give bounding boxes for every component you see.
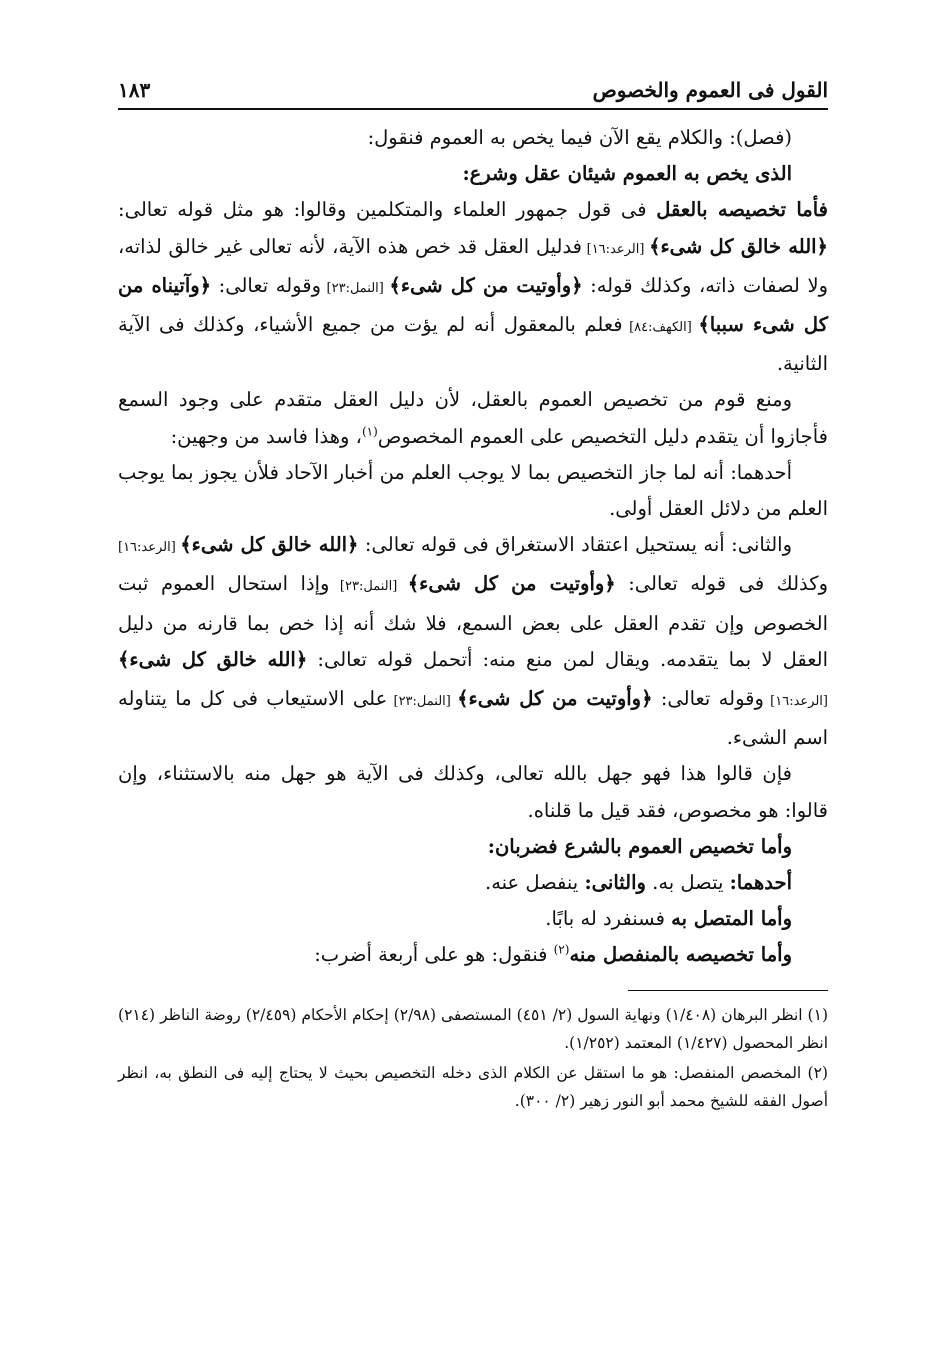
paragraph-10: وأما المتصل به فسنفرد له بابًا. bbox=[545, 907, 792, 931]
footnote-1: (١) انظر البرهان (١/٤٠٨) ونهاية السول (٢/ ٤٥١) المستصفى (٢/٩٨) إحكام الأحكام (٢/٤٥٩) روضة الناظر (٢١٤) انظر المحصول (١/٤٢٧) المعتمد (١/٢٥٢). bbox=[118, 1005, 828, 1052]
paragraph-2: الذى يخص به العموم شيئان عقل وشرع: bbox=[462, 162, 792, 186]
section-lead: فأما تخصيصه بالعقل bbox=[656, 198, 828, 222]
paragraph-4: ومنع قوم من تخصيص العموم بالعقل، لأن دليل العقل متقدم على وجود السمع فأجازوا أن يتقدم دليل التخصيص على العموم المخصوص$^{(١)}$، وهذا فاسد من وجهين: bbox=[118, 388, 828, 448]
quran-verse: ﴿الله خالق كل شىء﴾ bbox=[180, 533, 359, 557]
book-page bbox=[118, 78, 828, 1117]
paragraph-7: فإن قالوا هذا فهو جهل بالله تعالى، وكذلك فى الآية هو جهل منه بالاستثناء، وإن قالوا: هو مخصوص، فقد قيل ما قلناه. bbox=[118, 762, 828, 822]
paragraph-3: فأما تخصيصه بالعقل فى قول جمهور العلماء والمتكلمين وقالوا: هو مثل قوله تعالى: ﴿الله خالق كل شىء﴾ [الرعد:١٦] فدليل العقل قد خص هذه الآية، لأنه تعالى غير خالق لذاته، ولا لصفات ذاته، وكذلك قوله: ﴿وأوتيت من كل شىء﴾ [النمل:٢٣] وقوله تعالى: ﴿وآتيناه من كل شىء سببا﴾ [الكهف:٨٤] فعلم بالمعقول أنه لم يؤت من جميع الأشياء، وكذلك فى الآية الثانية. bbox=[118, 198, 828, 376]
footnotes bbox=[118, 1001, 828, 1115]
running-title: القول فى العموم والخصوص bbox=[592, 78, 828, 102]
paragraph-6: والثانى: أنه يستحيل اعتقاد الاستغراق فى قوله تعالى: ﴿الله خالق كل شىء﴾ [الرعد:١٦] وكذلك فى قوله تعالى: ﴿وأوتيت من كل شىء﴾ [النمل:٢٣] وإذا استحال العموم ثبت الخصوص وإن تقدم العقل على بعض السمع، فلا شك أنه إذا خص بما قارنه من دليل العقل لا بما يتقدمه. ويقال لمن منع منه: أتحمل قوله تعالى: ﴿الله خالق كل شىء﴾ [الرعد:١٦] وقوله تعالى: ﴿وأوتيت من كل شىء﴾ [النمل:٢٣] على الاستيعاب فى كل ما يتناوله اسم الشىء. bbox=[118, 533, 828, 750]
verse-reference: [النمل:٢٣] bbox=[387, 694, 458, 710]
page-header bbox=[118, 78, 828, 108]
paragraph-1: (فصل): والكلام يقع الآن فيما يخص به العموم فنقول: bbox=[367, 126, 792, 149]
quran-verse: ﴿وأوتيت من كل شىء﴾ bbox=[457, 687, 653, 711]
verse-reference: [النمل:٢٣] bbox=[329, 579, 408, 595]
paragraph-5: أحدهما: أنه لما جاز التخصيص بما لا يوجب العلم من أخبار الآحاد فلأن يجوز بما يوجب العلم من دلائل العقل أولى. bbox=[118, 460, 828, 521]
footnote-ref-2[interactable]: (٢) bbox=[553, 942, 570, 957]
main-text bbox=[118, 120, 828, 974]
footnote-divider bbox=[628, 990, 828, 991]
page-number: ١٨٣ bbox=[118, 78, 151, 102]
verse-reference: [الكهف:٨٤] bbox=[622, 320, 699, 336]
paragraph-11: وأما تخصيصه بالمنفصل منه$^{(٢)}$ فنقول: هو على أربعة أضرب: bbox=[314, 942, 792, 967]
quran-verse: ﴿الله خالق كل شىء﴾ bbox=[118, 647, 308, 671]
header-divider bbox=[118, 108, 828, 110]
quran-verse: ﴿وأوتيت من كل شىء﴾ bbox=[407, 572, 616, 596]
verse-reference: [الرعد:١٦] bbox=[763, 694, 828, 710]
paragraph-9: أحدهما: يتصل به. والثانى: ينفصل عنه. bbox=[485, 871, 792, 895]
verse-reference: [الرعد:١٦] bbox=[118, 540, 181, 556]
verse-reference: [النمل:٢٣] bbox=[321, 280, 390, 296]
footnote-ref-1[interactable]: (١) bbox=[361, 424, 378, 439]
quran-verse: ﴿الله خالق كل شىء﴾ bbox=[649, 234, 828, 258]
footnote-2: (٢) المخصص المنفصل: هو ما استقل عن الكلام الذى دخله التخصيص بحيث لا يحتاج إليه فى النطق به، انظر أصول الفقه للشيخ محمد أبو النور زهير (٢/ ٣٠٠). bbox=[118, 1063, 828, 1110]
paragraph-8: وأما تخصيص العموم بالشرع فضربان: bbox=[487, 834, 792, 858]
quran-verse: ﴿وآتيناه من كل شىء سببا﴾ bbox=[118, 273, 828, 337]
verse-reference: [الرعد:١٦] bbox=[582, 241, 650, 257]
quran-verse: ﴿وأوتيت من كل شىء﴾ bbox=[389, 273, 583, 297]
